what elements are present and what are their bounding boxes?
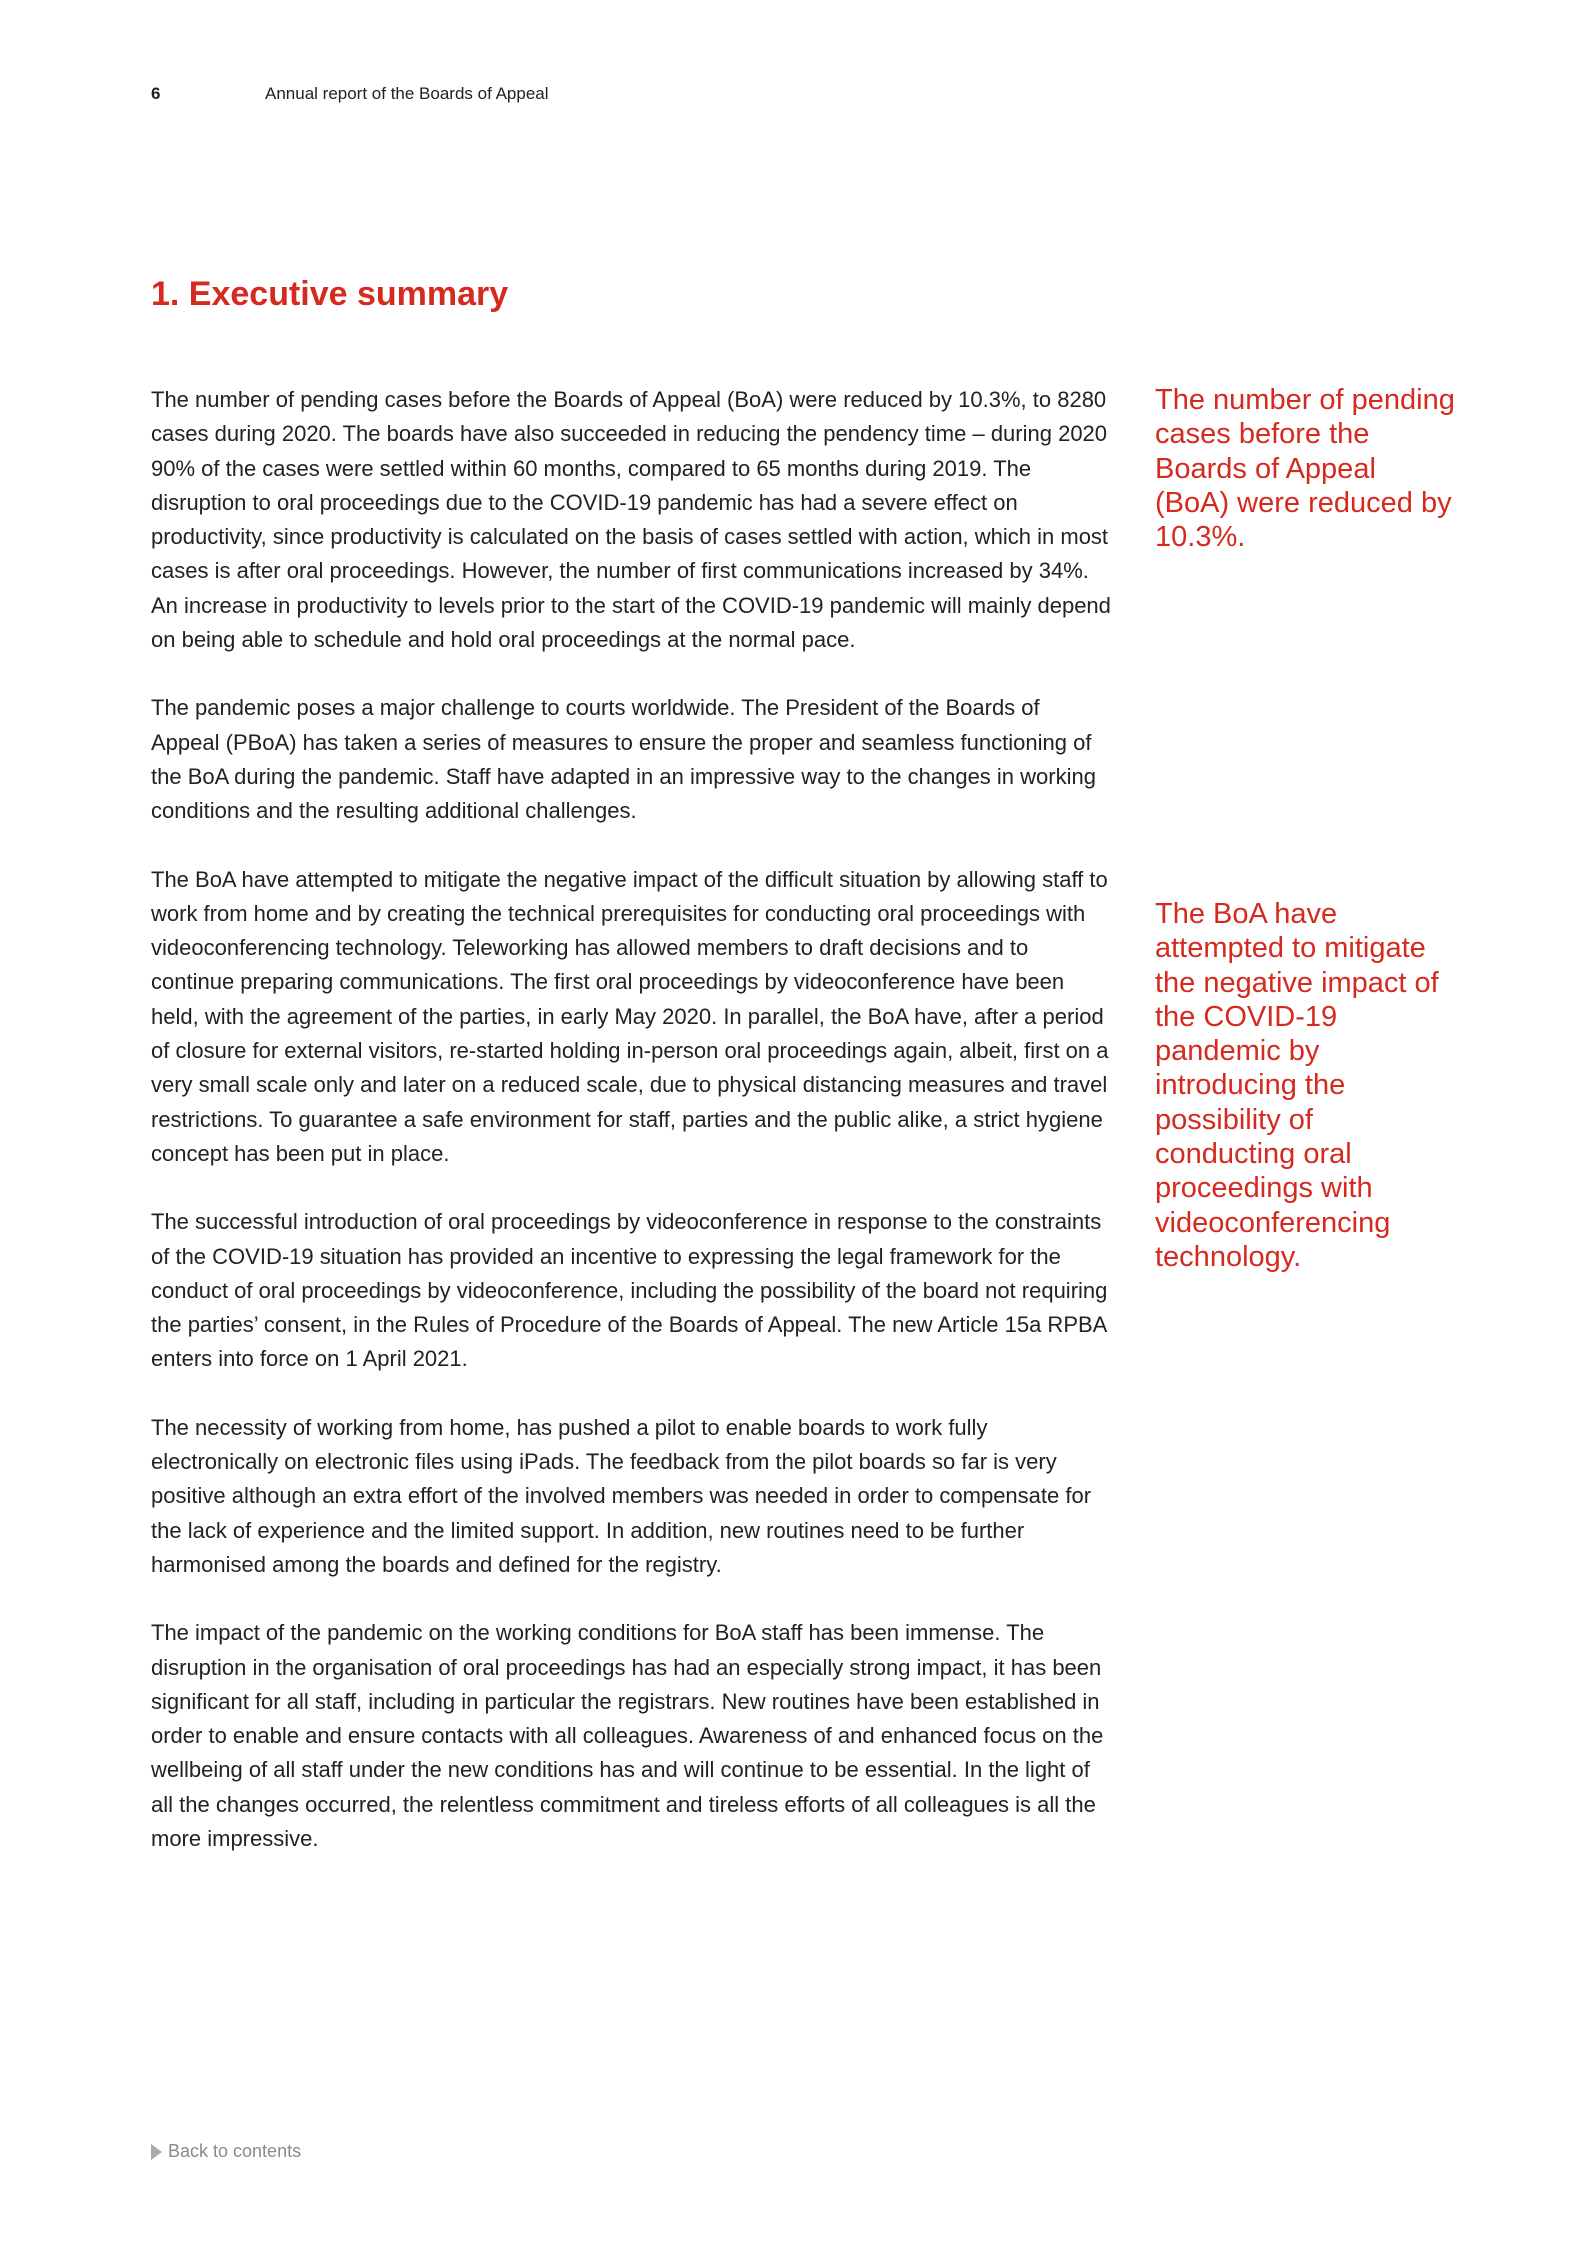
back-to-contents-label: Back to contents (168, 2141, 302, 2161)
body-paragraph: The impact of the pandemic on the working conditions for BoA staff has been immense. The disruption in the organisation of oral proceedings has had an especially strong impact, it has been significant for all staff, including in particular the registrars. New routines have been established in order to enable and ensure contacts with all colleagues. Awareness of and enhanced focus on the wellbeing of all staff under the new conditions has and will continue to be essential. In the light of all the changes occurred, the relentless commitment and tireless efforts of all colleagues is all the more impressive. (151, 1620, 1104, 1851)
pull-quote: The BoA have attempted to mitigate the negative impact of the COVID-19 pandemic by introducing the possibility of conducting oral proceedings with videoconferencing technology. (1155, 898, 1439, 1273)
pull-quote: The number of pending cases before the Boards of Appeal (BoA) were reduced by 10.3%. (1155, 384, 1455, 554)
body-paragraph: The necessity of working from home, has pushed a pilot to enable boards to work fully electronically on electronic files using iPads. The feedback from the pilot boards so far is very positive although an extra effort of the involved members was needed in order to compensate for the lack of experience and the limited support. In addition, new routines need to be further harmonised among the boards and defined for the registry. (151, 1414, 1092, 1577)
body-paragraph: The successful introduction of oral proceedings by videoconference in response to the constraints of the COVID-19 situation has provided an incentive to expressing the legal framework for the conduct of oral proceedings by videoconference, including the possibility of the board not requiring the parties’ consent, in the Rules of Procedure of the Boards of Appeal. The new Article 15a RPBA enters into force on 1 April 2021. (151, 1209, 1108, 1372)
triangle-right-icon (151, 2144, 162, 2160)
body-text (151, 383, 1111, 1890)
running-header: Annual report of the Boards of Appeal (265, 84, 549, 103)
body-paragraph: The pandemic poses a major challenge to courts worldwide. The President of the Boards of Appeal (PBoA) has taken a series of measures to ensure the proper and seamless functioning of the BoA during the pandemic. Staff have adapted in an impressive way to the changes in working conditions and the resulting additional challenges. (151, 695, 1096, 824)
page-number: 6 (151, 84, 161, 103)
section-title: 1. Executive summary (151, 275, 509, 313)
body-paragraph: The number of pending cases before the Boards of Appeal (BoA) were reduced by 10.3%, to 8280 cases during 2020. The boards have also succeeded in reducing the pendency time – during 2020 90% of the cases were settled within 60 months, compared to 65 months during 2019. The disruption to oral proceedings due to the COVID-19 pandemic has had a severe effect on productivity, since productivity is calculated on the basis of cases settled with action, which in most cases is after oral proceedings. However, the number of first communications increased by 34%. An increase in productivity to levels prior to the start of the COVID-19 pandemic will mainly depend on being able to schedule and hold oral proceedings at the normal pace. (151, 387, 1111, 653)
back-to-contents-link[interactable] (151, 2141, 301, 2162)
body-paragraph: The BoA have attempted to mitigate the negative impact of the difficult situation by allowing staff to work from home and by creating the technical prerequisites for conducting oral proceedings with videoconferencing technology. Teleworking has allowed members to draft decisions and to continue preparing communications. The first oral proceedings by videoconference have been held, with the agreement of the parties, in early May 2020. In parallel, the BoA have, after a period of closure for external visitors, re-started holding in-person oral proceedings again, albeit, first on a very small scale only and later on a reduced scale, due to physical distancing measures and travel restrictions. To guarantee a safe environment for staff, parties and the public alike, a strict hygiene concept has been put in place. (151, 866, 1109, 1166)
